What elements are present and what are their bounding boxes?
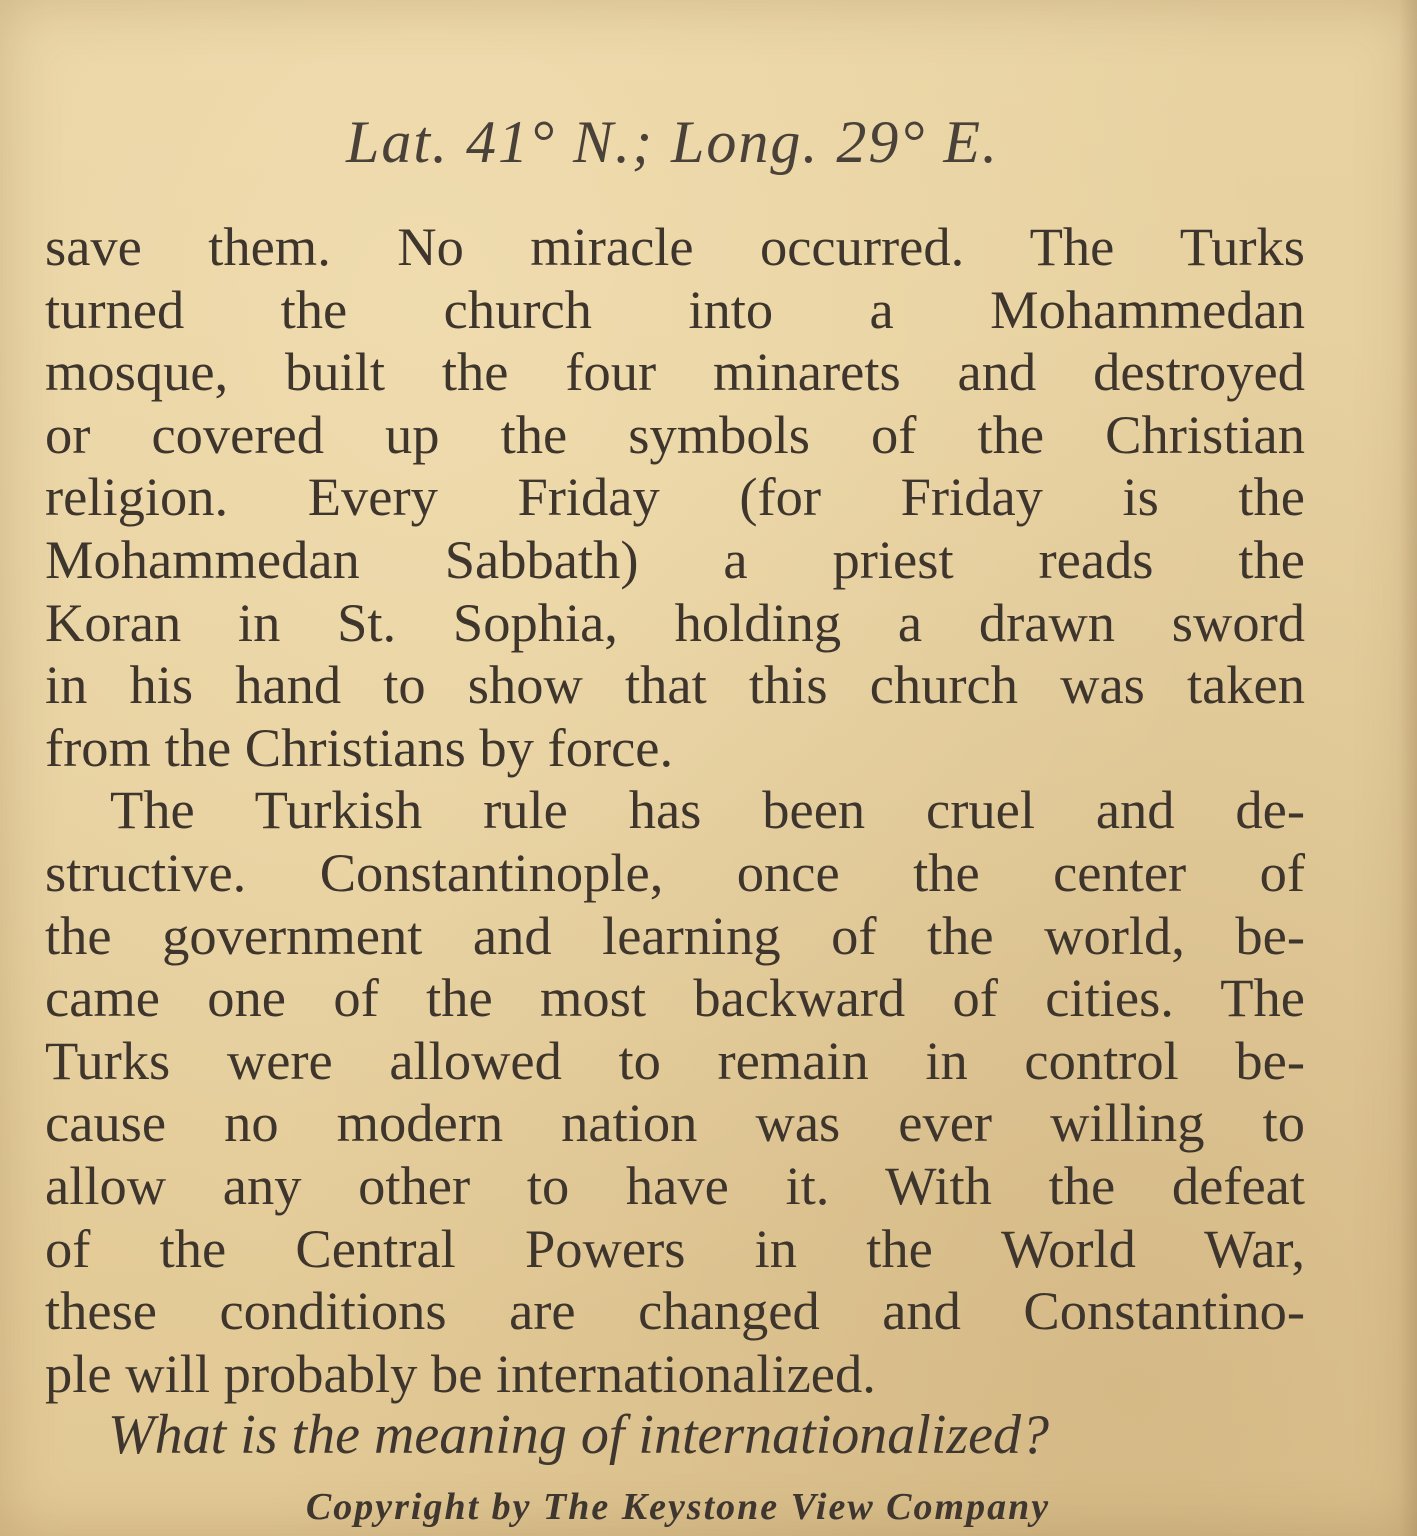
text-line: Koran in St. Sophia, holding a drawn sword — [45, 591, 1305, 653]
text-line: cause no modern nation was ever willing to — [45, 1092, 1305, 1154]
text-line: in his hand to show that this church was taken — [45, 654, 1305, 716]
text-line: Mohammedan Sabbath) a priest reads the — [45, 528, 1305, 590]
text-line: religion. Every Friday (for Friday is the — [45, 466, 1305, 528]
text-line: allow any other to have it. With the defeat — [45, 1154, 1305, 1216]
text-line: mosque, built the four minarets and destroyed — [45, 341, 1305, 403]
text-line: ple will probably be internationalized. — [45, 1342, 876, 1404]
text-line: turned the church into a Mohammedan — [45, 278, 1305, 340]
text-line: or covered up the symbols of the Christian — [45, 403, 1305, 465]
text-line: save them. No miracle occurred. The Turks — [45, 216, 1305, 277]
study-question: What is the meaning of internationalized? — [108, 1404, 1050, 1466]
text-line: these conditions are changed and Constantino- — [45, 1280, 1305, 1342]
text-line: of the Central Powers in the World War, — [45, 1217, 1305, 1279]
text-line: from the Christians by force. — [45, 716, 674, 778]
copyright-notice: Copyright by The Keystone View Company — [305, 1486, 1051, 1528]
text-line: Turks were allowed to remain in control be- — [45, 1029, 1305, 1091]
body-text — [45, 216, 1305, 1405]
text-line: came one of the most backward of cities. The — [45, 967, 1305, 1029]
text-line: structive. Constantinople, once the center of — [45, 841, 1305, 903]
paragraph-start-line: The Turkish rule has been cruel and de- — [110, 779, 1305, 841]
coordinates-heading: Lat. 41° N.; Long. 29° E. — [345, 109, 1000, 175]
text-line: the government and learning of the world, be- — [45, 904, 1305, 966]
